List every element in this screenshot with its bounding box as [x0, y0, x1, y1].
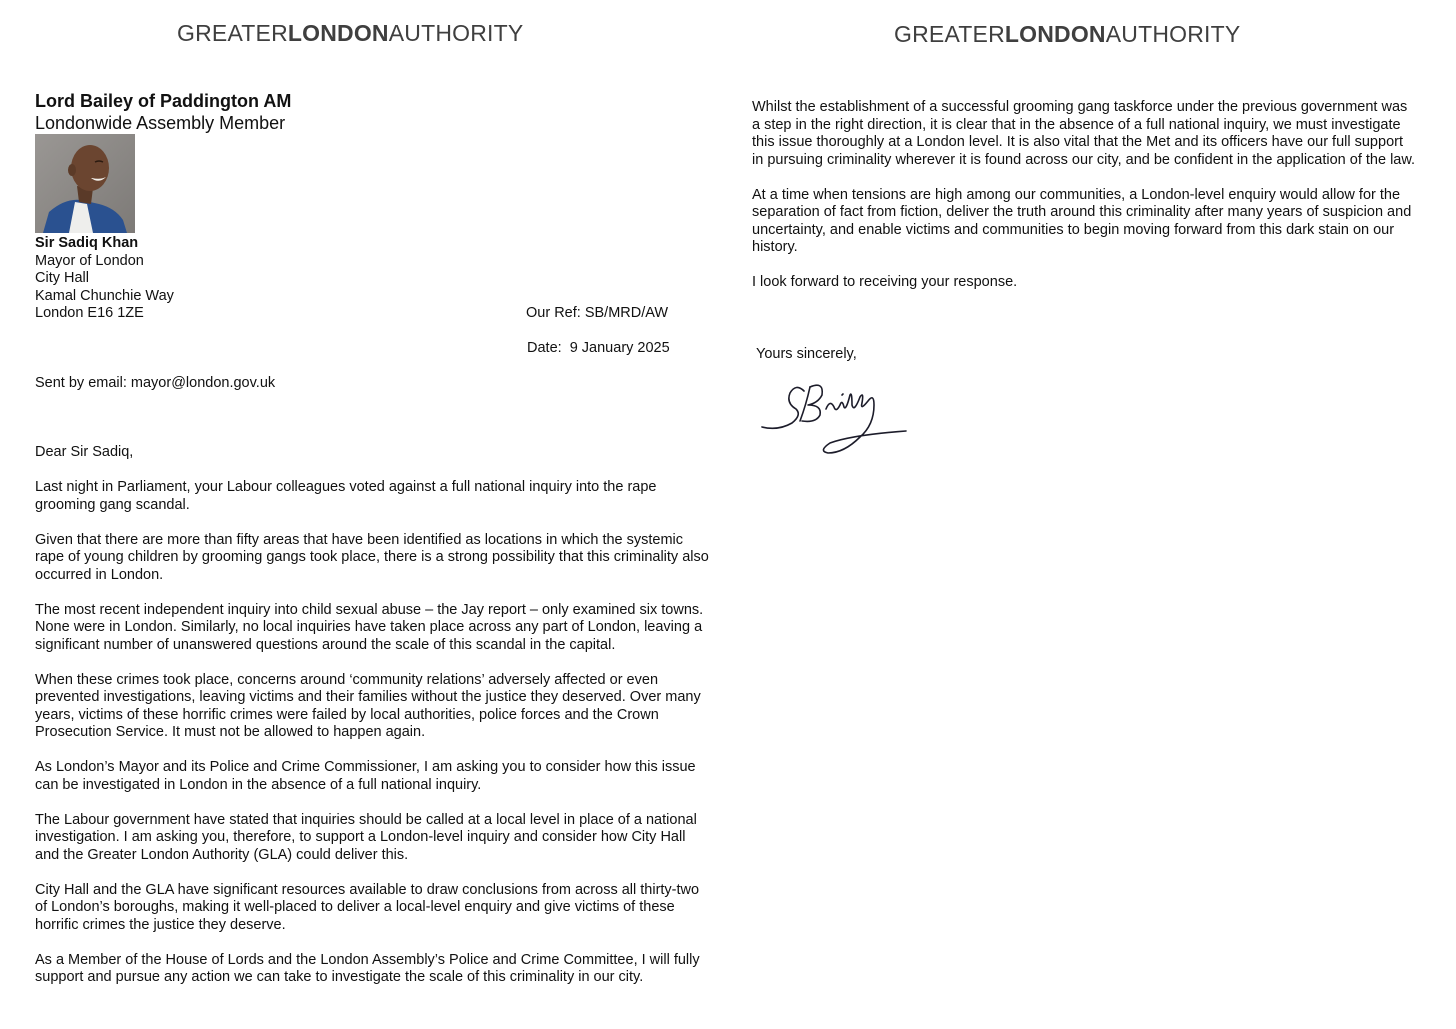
body-paragraph: I look forward to receiving your response.	[752, 274, 1018, 290]
gla-logo-part2: LONDON	[287, 20, 389, 46]
body-paragraph: City Hall and the GLA have significant resources available to draw conclusions from across all thirty-two of London’s boroughs, making it well-placed to deliver a local-level enquiry and give victims of these horrific crimes the justice they deserve.	[35, 881, 700, 933]
our-reference: Our Ref: SB/MRD/AW	[526, 305, 669, 321]
gla-logo-part3: AUTHORITY	[1105, 21, 1241, 47]
gla-logo	[894, 21, 1240, 47]
gla-logo-part2: LONDON	[1004, 21, 1106, 47]
signature-graphic	[756, 365, 916, 465]
letter-body-page-2	[752, 99, 1416, 309]
sender-role: Londonwide Assembly Member	[35, 113, 286, 133]
sender-photo	[35, 134, 135, 233]
body-paragraph: Given that there are more than fifty areas that have been identified as locations in which the systemic rape of young children by grooming gangs took place, there is a strong possibility that this criminality also occurred in London.	[35, 531, 709, 583]
gla-logo-part1: GREATER	[894, 21, 1005, 47]
body-paragraph: The Labour government have stated that inquiries should be called at a local level in place of a national investigation. I am asking you, therefore, to support a London-level inquiry and consider how City Hall and the Greater London Authority (GLA) could deliver this.	[35, 811, 697, 863]
sent-by-email: Sent by email: mayor@london.gov.uk	[35, 375, 276, 391]
body-paragraph: Whilst the establishment of a successful grooming gang taskforce under the previous government was a step in the right direction, it is clear that in the absence of a full national inquiry, we must investigate this issue thoroughly at a London level. It is also vital that the Met and its officers have our full support in pursuing criminality wherever it is found across our city, and be confident in the application of the law.	[752, 99, 1416, 168]
recipient-address-block	[35, 235, 174, 323]
recipient-address-line1: City Hall	[35, 270, 89, 286]
closing: Yours sincerely,	[756, 346, 857, 362]
recipient-title: Mayor of London	[35, 252, 144, 269]
body-paragraph: Last night in Parliament, your Labour colleagues voted against a full national inquiry into the rape grooming gang scandal.	[35, 479, 657, 513]
gla-logo-part3: AUTHORITY	[388, 20, 524, 46]
recipient-address-line3: London E16 1ZE	[35, 305, 144, 321]
sender-photo-graphic	[35, 134, 135, 233]
letter-page-2	[728, 0, 1456, 1029]
body-paragraph: At a time when tensions are high among our communities, a London-level enquiry would allow for the separation of fact from fiction, deliver the truth around this criminality after many years of suspicion and uncertainty, and enable victims and communities to begin moving forward from this dark stain on our history.	[752, 186, 1412, 255]
handwritten-signature	[756, 365, 916, 465]
recipient-name: Sir Sadiq Khan	[35, 235, 139, 251]
salutation: Dear Sir Sadiq,	[35, 444, 134, 460]
body-paragraph: The most recent independent inquiry into child sexual abuse – the Jay report – only examined six towns. None were in London. Similarly, no local inquiries have taken place across any part of London, leaving a significant number of unanswered questions around the scale of this scandal in the capital.	[35, 601, 704, 653]
recipient-address-line2: Kamal Chunchie Way	[35, 287, 174, 304]
body-paragraph: When these crimes took place, concerns around ‘community relations’ adversely affected or even prevented investigations, leaving victims and their families without the justice they deserved. Over many years, victims of these horrific crimes were failed by local authorities, police forces and the Crown Prosecution Service. It must not be allowed to happen again.	[35, 671, 701, 740]
letter-body-page-1	[35, 444, 713, 1004]
gla-logo-part1: GREATER	[177, 20, 288, 46]
body-paragraph: As a Member of the House of Lords and the London Assembly’s Police and Crime Committee, I will fully support and pursue any action we can take to investigate the scale of this criminality in our city.	[35, 951, 700, 985]
letter-date: Date: 9 January 2025	[527, 340, 670, 356]
gla-logo	[177, 20, 523, 46]
sender-name: Lord Bailey of Paddington AM	[35, 91, 292, 111]
body-paragraph: As London’s Mayor and its Police and Crime Commissioner, I am asking you to consider how this issue can be investigated in London in the absence of a full national inquiry.	[35, 759, 696, 793]
